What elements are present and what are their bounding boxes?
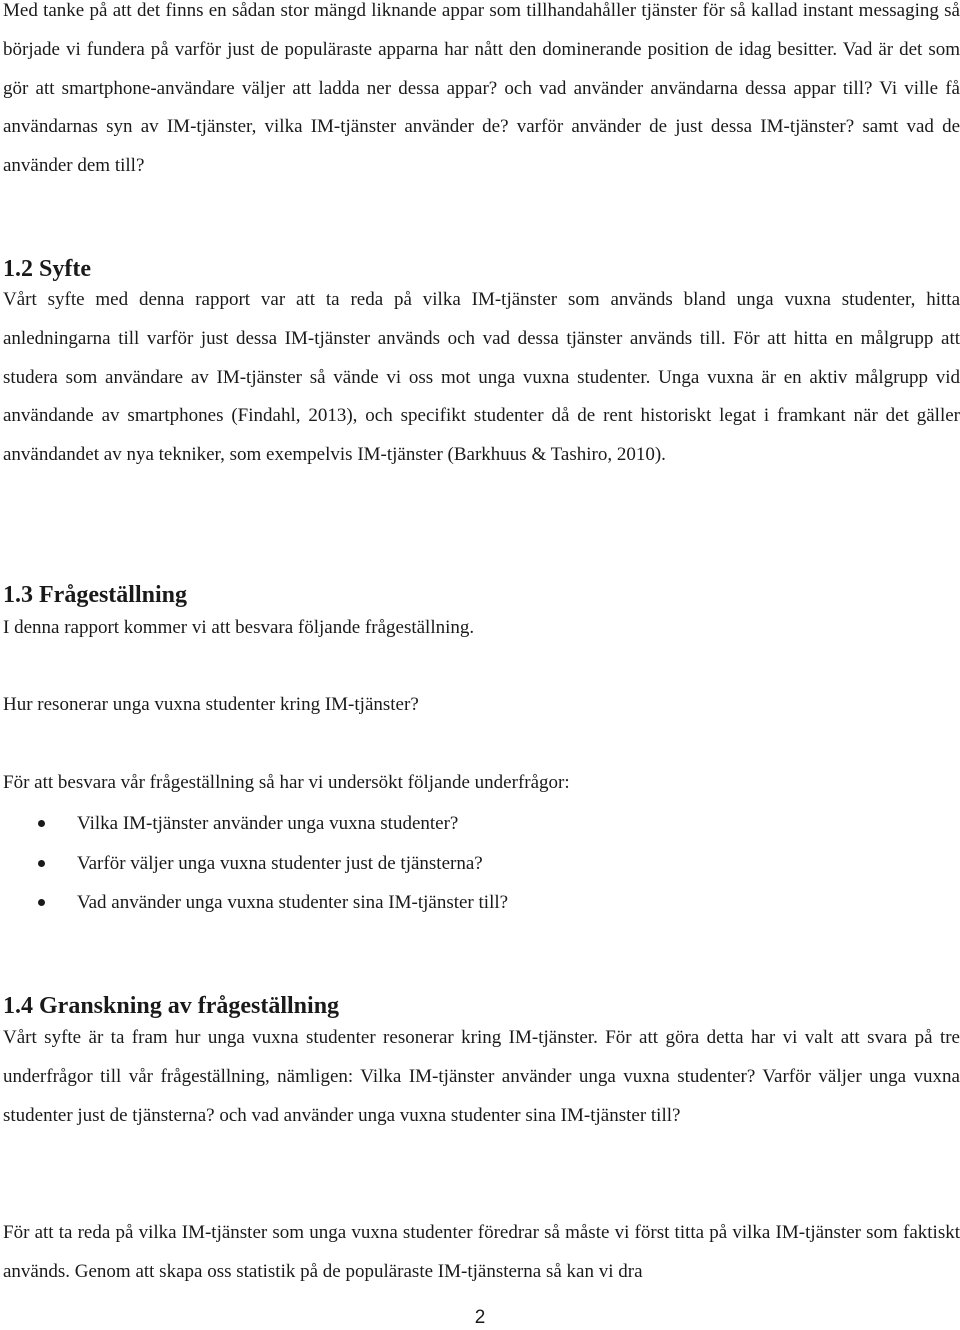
bullet-icon	[38, 899, 45, 906]
list-item	[0, 844, 960, 884]
intro-text: Med tanke på att det finns en sådan stor mängd liknande appar som tillhandahåller tjänster för så kallad instant messaging så började vi fundera på varför just de populäraste apparna har nått den dominerande position de idag besitter. Vad är det som gör att smartphone-användare väljer att ladda ner dessa appar? och vad använder användarna dessa appar till? Vi ville få användarnas syn av IM-tjänster, vilka IM-tjänster använder de? varför använder de just dessa IM-tjänster? samt vad de använder dem till?	[3, 0, 960, 177]
granskning-paragraph-2	[3, 1214, 960, 1292]
sub-question-text: Vad använder unga vuxna studenter sina IM-tjänster till?	[77, 892, 509, 913]
fragestallning-intro-text: I denna rapport kommer vi att besvara följande frågeställning.	[3, 617, 475, 638]
main-question-text: Hur resonerar unga vuxna studenter kring IM-tjänster?	[3, 694, 419, 715]
page-number: 2	[474, 1307, 486, 1328]
bullet-icon	[38, 820, 45, 827]
list-item	[0, 883, 960, 923]
section-heading-syfte: 1.2 Syfte	[3, 256, 91, 282]
syfte-paragraph	[3, 281, 960, 475]
sub-question-text: Vilka IM-tjänster använder unga vuxna studenter?	[77, 813, 459, 834]
syfte-text: Vårt syfte med denna rapport var att ta reda på vilka IM-tjänster som används bland unga vuxna studenter, hitta anledningarna till varför just dessa IM-tjänster används och vad dessa tjänster används till. För att hitta en målgrupp att studera som användare av IM-tjänster så vände vi oss mot unga vuxna studenter. Unga vuxna är en aktiv målgrupp vid användande av smartphones (Findahl, 2013), och specifikt studenter då de rent historiskt legat i framkant när det gäller användandet av nya tekniker, som exempelvis IM-tjänster (Barkhuus & Tashiro, 2010).	[3, 289, 960, 466]
list-item	[0, 804, 960, 844]
bullet-icon	[38, 860, 45, 867]
main-question	[3, 686, 960, 725]
granskning-paragraph-1	[3, 1019, 960, 1135]
section-heading-granskning: 1.4 Granskning av frågeställning	[3, 993, 340, 1019]
sub-question-text: Varför väljer unga vuxna studenter just de tjänsterna?	[77, 852, 483, 874]
intro-paragraph	[3, 0, 960, 186]
sub-questions-intro	[3, 764, 960, 803]
granskning-text-2: För att ta reda på vilka IM-tjänster som unga vuxna studenter föredrar så måste vi först titta på vilka IM-tjänster som faktiskt används. Genom att skapa oss statistik på de populäraste IM-tjänsterna så kan vi dra	[3, 1222, 960, 1282]
granskning-text-1: Vårt syfte är ta fram hur unga vuxna studenter resonerar kring IM-tjänster. För att göra detta har vi valt att svara på tre underfrågor till vår frågeställning, nämligen: Vilka IM-tjänster använder unga vuxna studenter? Varför väljer unga vuxna studenter just de tjänsterna? och vad använder unga vuxna studenter sina IM-tjänster till?	[3, 1027, 960, 1126]
sub-questions-list	[0, 804, 960, 923]
section-heading-fragestallning: 1.3 Frågeställning	[3, 582, 187, 608]
sub-questions-intro-text: För att besvara vår frågeställning så har vi undersökt följande underfrågor:	[3, 772, 570, 793]
fragestallning-intro	[3, 609, 960, 648]
